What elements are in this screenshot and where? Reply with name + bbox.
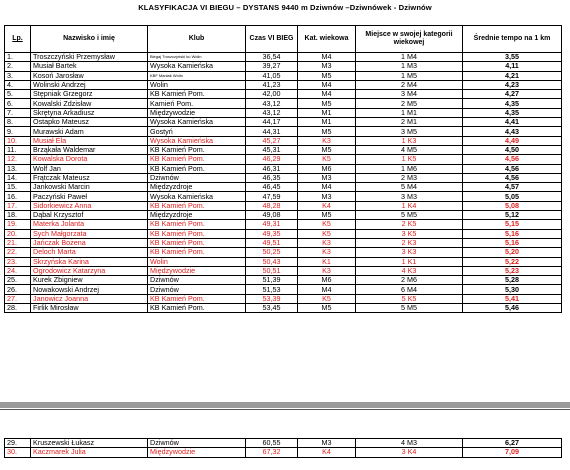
table-row <box>5 211 562 220</box>
cell-club: Międzyzdroje <box>148 211 246 220</box>
cell-category-place: 1 M5 <box>356 71 463 80</box>
cell-category: K3 <box>298 248 356 257</box>
cell-pace: 5,15 <box>463 220 562 229</box>
cell-time: 51,53 <box>246 285 298 294</box>
cell-pace: 6,27 <box>463 439 562 448</box>
cell-club: Międzywodzie <box>148 448 246 457</box>
cell-category-place: 1 K4 <box>356 201 463 210</box>
header-club: Klub <box>148 26 246 53</box>
cell-category-place: 2 M5 <box>356 99 463 108</box>
cell-club: KB Kamień Pom. <box>148 248 246 257</box>
cell-club: Międzywodzie <box>148 108 246 117</box>
cell-name: Kaczmarek Julia <box>31 448 148 457</box>
cell-category: M3 <box>298 192 356 201</box>
table-row <box>5 108 562 117</box>
cell-time: 44,31 <box>246 127 298 136</box>
cell-time: 53,45 <box>246 304 298 313</box>
cell-club: KBF Maniak Wolin <box>148 71 246 80</box>
cell-time: 50,43 <box>246 257 298 266</box>
table-row <box>5 145 562 154</box>
cell-lp: 18. <box>5 211 31 220</box>
cell-lp: 23. <box>5 257 31 266</box>
cell-lp: 11. <box>5 145 31 154</box>
cell-name: Musiał Bartek <box>31 62 148 71</box>
cell-category-place: 2 M1 <box>356 118 463 127</box>
results-table <box>4 25 562 313</box>
cell-pace: 5,05 <box>463 192 562 201</box>
cell-pace: 5,16 <box>463 238 562 247</box>
cell-category: M3 <box>298 439 356 448</box>
cell-club: KB Kamień Pom. <box>148 229 246 238</box>
cell-category-place: 5 M5 <box>356 304 463 313</box>
cell-lp: 9. <box>5 127 31 136</box>
cell-name: Skrętyna Arkadiusz <box>31 108 148 117</box>
cell-category: K5 <box>298 155 356 164</box>
table-row <box>5 62 562 71</box>
header-category-place: Miejsce w swojej kategorii wiekowej <box>356 26 463 53</box>
table-row <box>5 257 562 266</box>
cell-lp: 25. <box>5 276 31 285</box>
cell-pace: 4,21 <box>463 71 562 80</box>
cell-time: 49,31 <box>246 220 298 229</box>
cell-time: 48,28 <box>246 201 298 210</box>
header-category: Kat. wiekowa <box>298 26 356 53</box>
cell-name: Sych Małgorzata <box>31 229 148 238</box>
cell-time: 41,23 <box>246 80 298 89</box>
cell-category: M5 <box>298 304 356 313</box>
cell-lp: 20. <box>5 229 31 238</box>
cell-time: 67,32 <box>246 448 298 457</box>
cell-category-place: 5 M4 <box>356 183 463 192</box>
cell-category-place: 3 K4 <box>356 448 463 457</box>
cell-name: Janowicz Joanna <box>31 294 148 303</box>
cell-category-place: 2 M3 <box>356 173 463 182</box>
table-row <box>5 99 562 108</box>
cell-category-place: 3 K5 <box>356 229 463 238</box>
cell-pace: 5,46 <box>463 304 562 313</box>
cell-club: Międzyzdroje <box>148 183 246 192</box>
cell-pace: 4,23 <box>463 80 562 89</box>
cell-lp: 16. <box>5 192 31 201</box>
cell-time: 46,29 <box>246 155 298 164</box>
cell-name: Skrzyńska Karina <box>31 257 148 266</box>
cell-club: Wysoka Kamieńska <box>148 62 246 71</box>
cell-club: KB Kamień Pom. <box>148 201 246 210</box>
cell-name: Frątczak Mateusz <box>31 173 148 182</box>
cell-name: Musiał Ela <box>31 136 148 145</box>
cell-lp: 28. <box>5 304 31 313</box>
cell-category: K3 <box>298 266 356 275</box>
cell-category-place: 4 M3 <box>356 439 463 448</box>
cell-time: 42,00 <box>246 90 298 99</box>
cell-time: 39,27 <box>246 62 298 71</box>
cell-category-place: 6 M4 <box>356 285 463 294</box>
cell-pace: 5,12 <box>463 211 562 220</box>
table-row <box>5 173 562 182</box>
cell-club: Wysoka Kamieńska <box>148 118 246 127</box>
cell-lp: 12. <box>5 155 31 164</box>
cell-category: M4 <box>298 53 356 62</box>
cell-time: 51,39 <box>246 276 298 285</box>
cell-club: KB Kamień Pom. <box>148 294 246 303</box>
cell-club: KB Kamień Pom. <box>148 304 246 313</box>
table-row <box>5 285 562 294</box>
cell-name: Wolf Jan <box>31 164 148 173</box>
table-row <box>5 229 562 238</box>
cell-lp: 10. <box>5 136 31 145</box>
cell-pace: 4,27 <box>463 90 562 99</box>
table-row <box>5 220 562 229</box>
cell-lp: 4. <box>5 80 31 89</box>
section-separator <box>0 402 570 408</box>
cell-name: Paczyński Paweł <box>31 192 148 201</box>
cell-category: M5 <box>298 127 356 136</box>
table-row <box>5 80 562 89</box>
cell-category: M6 <box>298 276 356 285</box>
cell-category: K1 <box>298 257 356 266</box>
cell-club: Gostyń <box>148 127 246 136</box>
cell-lp: 14. <box>5 173 31 182</box>
cell-category: K4 <box>298 201 356 210</box>
cell-category-place: 1 M4 <box>356 53 463 62</box>
table-row <box>5 304 562 313</box>
cell-category-place: 2 M6 <box>356 276 463 285</box>
cell-pace: 7,09 <box>463 448 562 457</box>
cell-time: 46,35 <box>246 173 298 182</box>
cell-club: Biegaj Troszczyński ku Wolin <box>148 53 246 62</box>
cell-pace: 5,16 <box>463 229 562 238</box>
cell-name: Sidorkiewicz Anna <box>31 201 148 210</box>
header-pace: Średnie tempo na 1 km <box>463 26 562 53</box>
cell-category-place: 1 M6 <box>356 164 463 173</box>
table-row <box>5 164 562 173</box>
cell-pace: 4,35 <box>463 108 562 117</box>
cell-category-place: 2 M4 <box>356 80 463 89</box>
cell-club: Dziwnów <box>148 439 246 448</box>
cell-pace: 5,08 <box>463 201 562 210</box>
cell-pace: 4,11 <box>463 62 562 71</box>
cell-category-place: 5 M5 <box>356 211 463 220</box>
cell-time: 60,55 <box>246 439 298 448</box>
cell-category-place: 1 M1 <box>356 108 463 117</box>
cell-lp: 6. <box>5 99 31 108</box>
cell-club: KB Kamień Pom. <box>148 220 246 229</box>
cell-category: M5 <box>298 71 356 80</box>
cell-category: M1 <box>298 108 356 117</box>
cell-name: Nowakowski Andrzej <box>31 285 148 294</box>
cell-name: Kowalska Dorota <box>31 155 148 164</box>
cell-name: Jańczak Bożena <box>31 238 148 247</box>
cell-club: Międzywodzie <box>148 266 246 275</box>
cell-club: Dziwnów <box>148 276 246 285</box>
cell-name: Kowalski Zdzisław <box>31 99 148 108</box>
cell-lp: 24. <box>5 266 31 275</box>
results-table-continued <box>4 438 562 458</box>
cell-club: KB Kamień Pom. <box>148 238 246 247</box>
table-row <box>5 276 562 285</box>
cell-category: M4 <box>298 90 356 99</box>
cell-lp: 7. <box>5 108 31 117</box>
cell-category: K5 <box>298 220 356 229</box>
cell-pace: 4,43 <box>463 127 562 136</box>
cell-pace: 5,23 <box>463 266 562 275</box>
cell-lp: 26. <box>5 285 31 294</box>
cell-lp: 3. <box>5 71 31 80</box>
table-row <box>5 118 562 127</box>
cell-club: Kamień Pom. <box>148 99 246 108</box>
header-time: Czas VI BIEG <box>246 26 298 53</box>
table-row <box>5 90 562 99</box>
cell-pace: 3,55 <box>463 53 562 62</box>
cell-time: 41,05 <box>246 71 298 80</box>
cell-name: Kosoń Jarosław <box>31 71 148 80</box>
cell-time: 49,51 <box>246 238 298 247</box>
cell-pace: 5,20 <box>463 248 562 257</box>
cell-category: M5 <box>298 211 356 220</box>
cell-lp: 5. <box>5 90 31 99</box>
cell-category-place: 1 K1 <box>356 257 463 266</box>
header-name: Nazwisko i imię <box>31 26 148 53</box>
cell-category: M4 <box>298 285 356 294</box>
cell-time: 50,25 <box>246 248 298 257</box>
cell-pace: 4,56 <box>463 155 562 164</box>
cell-name: Troszczyński Przemysław <box>31 53 148 62</box>
cell-lp: 21. <box>5 238 31 247</box>
cell-club: Wolin <box>148 80 246 89</box>
cell-pace: 4,49 <box>463 136 562 145</box>
cell-lp: 29. <box>5 439 31 448</box>
cell-category-place: 4 K3 <box>356 266 463 275</box>
cell-category-place: 1 K5 <box>356 155 463 164</box>
cell-club: Wysoka Kamieńska <box>148 192 246 201</box>
cell-club: KB Kamień Pom. <box>148 145 246 154</box>
table-row <box>5 248 562 257</box>
cell-lp: 22. <box>5 248 31 257</box>
cell-category-place: 3 M4 <box>356 90 463 99</box>
cell-pace: 5,28 <box>463 276 562 285</box>
cell-lp: 17. <box>5 201 31 210</box>
cell-category-place: 3 M3 <box>356 192 463 201</box>
cell-club: KB Kamień Pom. <box>148 155 246 164</box>
cell-name: Deloch Marta <box>31 248 148 257</box>
cell-lp: 19. <box>5 220 31 229</box>
cell-lp: 1. <box>5 53 31 62</box>
cell-pace: 4,56 <box>463 164 562 173</box>
cell-name: Firlik Mirosław <box>31 304 148 313</box>
cell-name: Jankowski Marcin <box>31 183 148 192</box>
cell-club: Wolin <box>148 257 246 266</box>
cell-club: Dziwnów <box>148 285 246 294</box>
cell-time: 46,31 <box>246 164 298 173</box>
table-row <box>5 238 562 247</box>
page-title: KLASYFIKACJA VI BIEGU – DYSTANS 9440 m Dziwnów –Dziwnówek - Dziwnów <box>138 3 432 12</box>
cell-time: 53,39 <box>246 294 298 303</box>
cell-time: 44,17 <box>246 118 298 127</box>
cell-name: Dąbal Krzysztof <box>31 211 148 220</box>
table-row <box>5 192 562 201</box>
cell-time: 36,54 <box>246 53 298 62</box>
cell-pace: 4,35 <box>463 99 562 108</box>
cell-time: 46,45 <box>246 183 298 192</box>
cell-category: M3 <box>298 62 356 71</box>
table-row <box>5 183 562 192</box>
cell-category-place: 3 K3 <box>356 248 463 257</box>
cell-time: 43,12 <box>246 108 298 117</box>
cell-category-place: 5 K5 <box>356 294 463 303</box>
cell-name: Wolinski Andrzej <box>31 80 148 89</box>
cell-category: K5 <box>298 294 356 303</box>
cell-category-place: 3 M5 <box>356 127 463 136</box>
table-row <box>5 448 562 457</box>
cell-lp: 13. <box>5 164 31 173</box>
table-row <box>5 294 562 303</box>
header-row <box>5 26 562 53</box>
cell-name: Materka Jolanta <box>31 220 148 229</box>
cell-category-place: 2 K3 <box>356 238 463 247</box>
cell-category: K5 <box>298 229 356 238</box>
cell-name: Stępniak Grzegorz <box>31 90 148 99</box>
cell-pace: 4,50 <box>463 145 562 154</box>
cell-category: M4 <box>298 80 356 89</box>
cell-pace: 4,57 <box>463 183 562 192</box>
cell-time: 45,27 <box>246 136 298 145</box>
cell-club: Dziwnów <box>148 173 246 182</box>
section-separator-line <box>0 409 570 410</box>
cell-category: K4 <box>298 448 356 457</box>
cell-lp: 15. <box>5 183 31 192</box>
cell-time: 47,59 <box>246 192 298 201</box>
table-row <box>5 201 562 210</box>
cell-name: Ogrodowicz Katarzyna <box>31 266 148 275</box>
cell-name: Murawski Adam <box>31 127 148 136</box>
cell-club: KB Kamień Pom. <box>148 90 246 99</box>
cell-lp: 30. <box>5 448 31 457</box>
table-row <box>5 53 562 62</box>
cell-pace: 5,30 <box>463 285 562 294</box>
cell-time: 45,31 <box>246 145 298 154</box>
cell-pace: 5,41 <box>463 294 562 303</box>
cell-lp: 8. <box>5 118 31 127</box>
cell-time: 43,12 <box>246 99 298 108</box>
cell-club: Wysoka Kamieńska <box>148 136 246 145</box>
table-row <box>5 71 562 80</box>
cell-category: K3 <box>298 136 356 145</box>
table-row <box>5 155 562 164</box>
cell-name: Brząkała Waldemar <box>31 145 148 154</box>
cell-category: K3 <box>298 238 356 247</box>
cell-time: 50,51 <box>246 266 298 275</box>
cell-time: 49,08 <box>246 211 298 220</box>
cell-category: M4 <box>298 183 356 192</box>
cell-pace: 4,41 <box>463 118 562 127</box>
table-row <box>5 266 562 275</box>
table-row <box>5 127 562 136</box>
cell-category-place: 2 K5 <box>356 220 463 229</box>
cell-lp: 27. <box>5 294 31 303</box>
cell-category-place: 1 K3 <box>356 136 463 145</box>
cell-name: Kruszewski Łukasz <box>31 439 148 448</box>
cell-name: Kurek Zbigniew <box>31 276 148 285</box>
cell-name: Ostapko Mateusz <box>31 118 148 127</box>
cell-time: 49,35 <box>246 229 298 238</box>
table-row <box>5 439 562 448</box>
cell-category-place: 1 M3 <box>356 62 463 71</box>
cell-pace: 5,22 <box>463 257 562 266</box>
cell-category: M1 <box>298 118 356 127</box>
cell-pace: 4,56 <box>463 173 562 182</box>
cell-category-place: 4 M5 <box>356 145 463 154</box>
cell-category: M5 <box>298 145 356 154</box>
cell-category: M6 <box>298 164 356 173</box>
cell-category: M5 <box>298 99 356 108</box>
cell-club: KB Kamień Pom. <box>148 164 246 173</box>
cell-lp: 2. <box>5 62 31 71</box>
header-lp: Lp. <box>5 26 31 53</box>
table-row <box>5 136 562 145</box>
cell-category: M3 <box>298 173 356 182</box>
